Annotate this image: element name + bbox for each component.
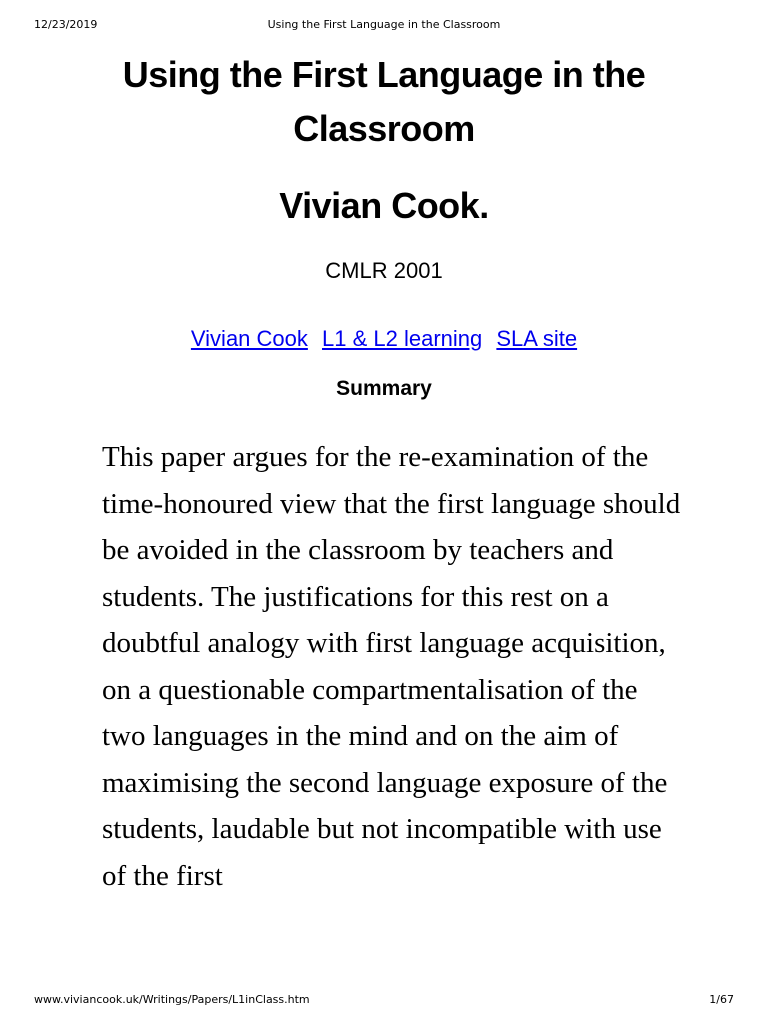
link-vivian-cook[interactable]: Vivian Cook xyxy=(190,326,308,351)
article-author: Vivian Cook. xyxy=(279,185,489,226)
publication-source: CMLR 2001 xyxy=(325,258,443,283)
page-number: 1/67 xyxy=(709,993,734,1006)
link-l1-l2-learning[interactable]: L1 & L2 learning xyxy=(322,326,483,351)
article-title: Using the First Language in the Classroom xyxy=(122,54,646,149)
print-url: www.viviancook.uk/Writings/Papers/L1inClass.htm xyxy=(34,993,310,1006)
summary-paragraph: This paper argues for the re-examination of the time-honoured view that the first language should be avoided in the classroom by teachers and students. The justifications for this rest on a doubtful analogy with first language acquisition, on a questionable compartmentalisation of the two languages in the mind and on the aim of maximising the second language exposure of the students, laudable but not incompatible with use of the first xyxy=(102,441,681,892)
article-content xyxy=(34,48,734,899)
print-document-title: Using the First Language in the Classroom xyxy=(267,18,501,31)
print-header xyxy=(0,17,768,33)
summary-heading: Summary xyxy=(336,377,432,400)
link-sla-site[interactable]: SLA site xyxy=(496,326,578,351)
navigation-links xyxy=(34,324,734,354)
print-date: 12/23/2019 xyxy=(34,18,98,31)
print-footer xyxy=(0,992,768,1008)
